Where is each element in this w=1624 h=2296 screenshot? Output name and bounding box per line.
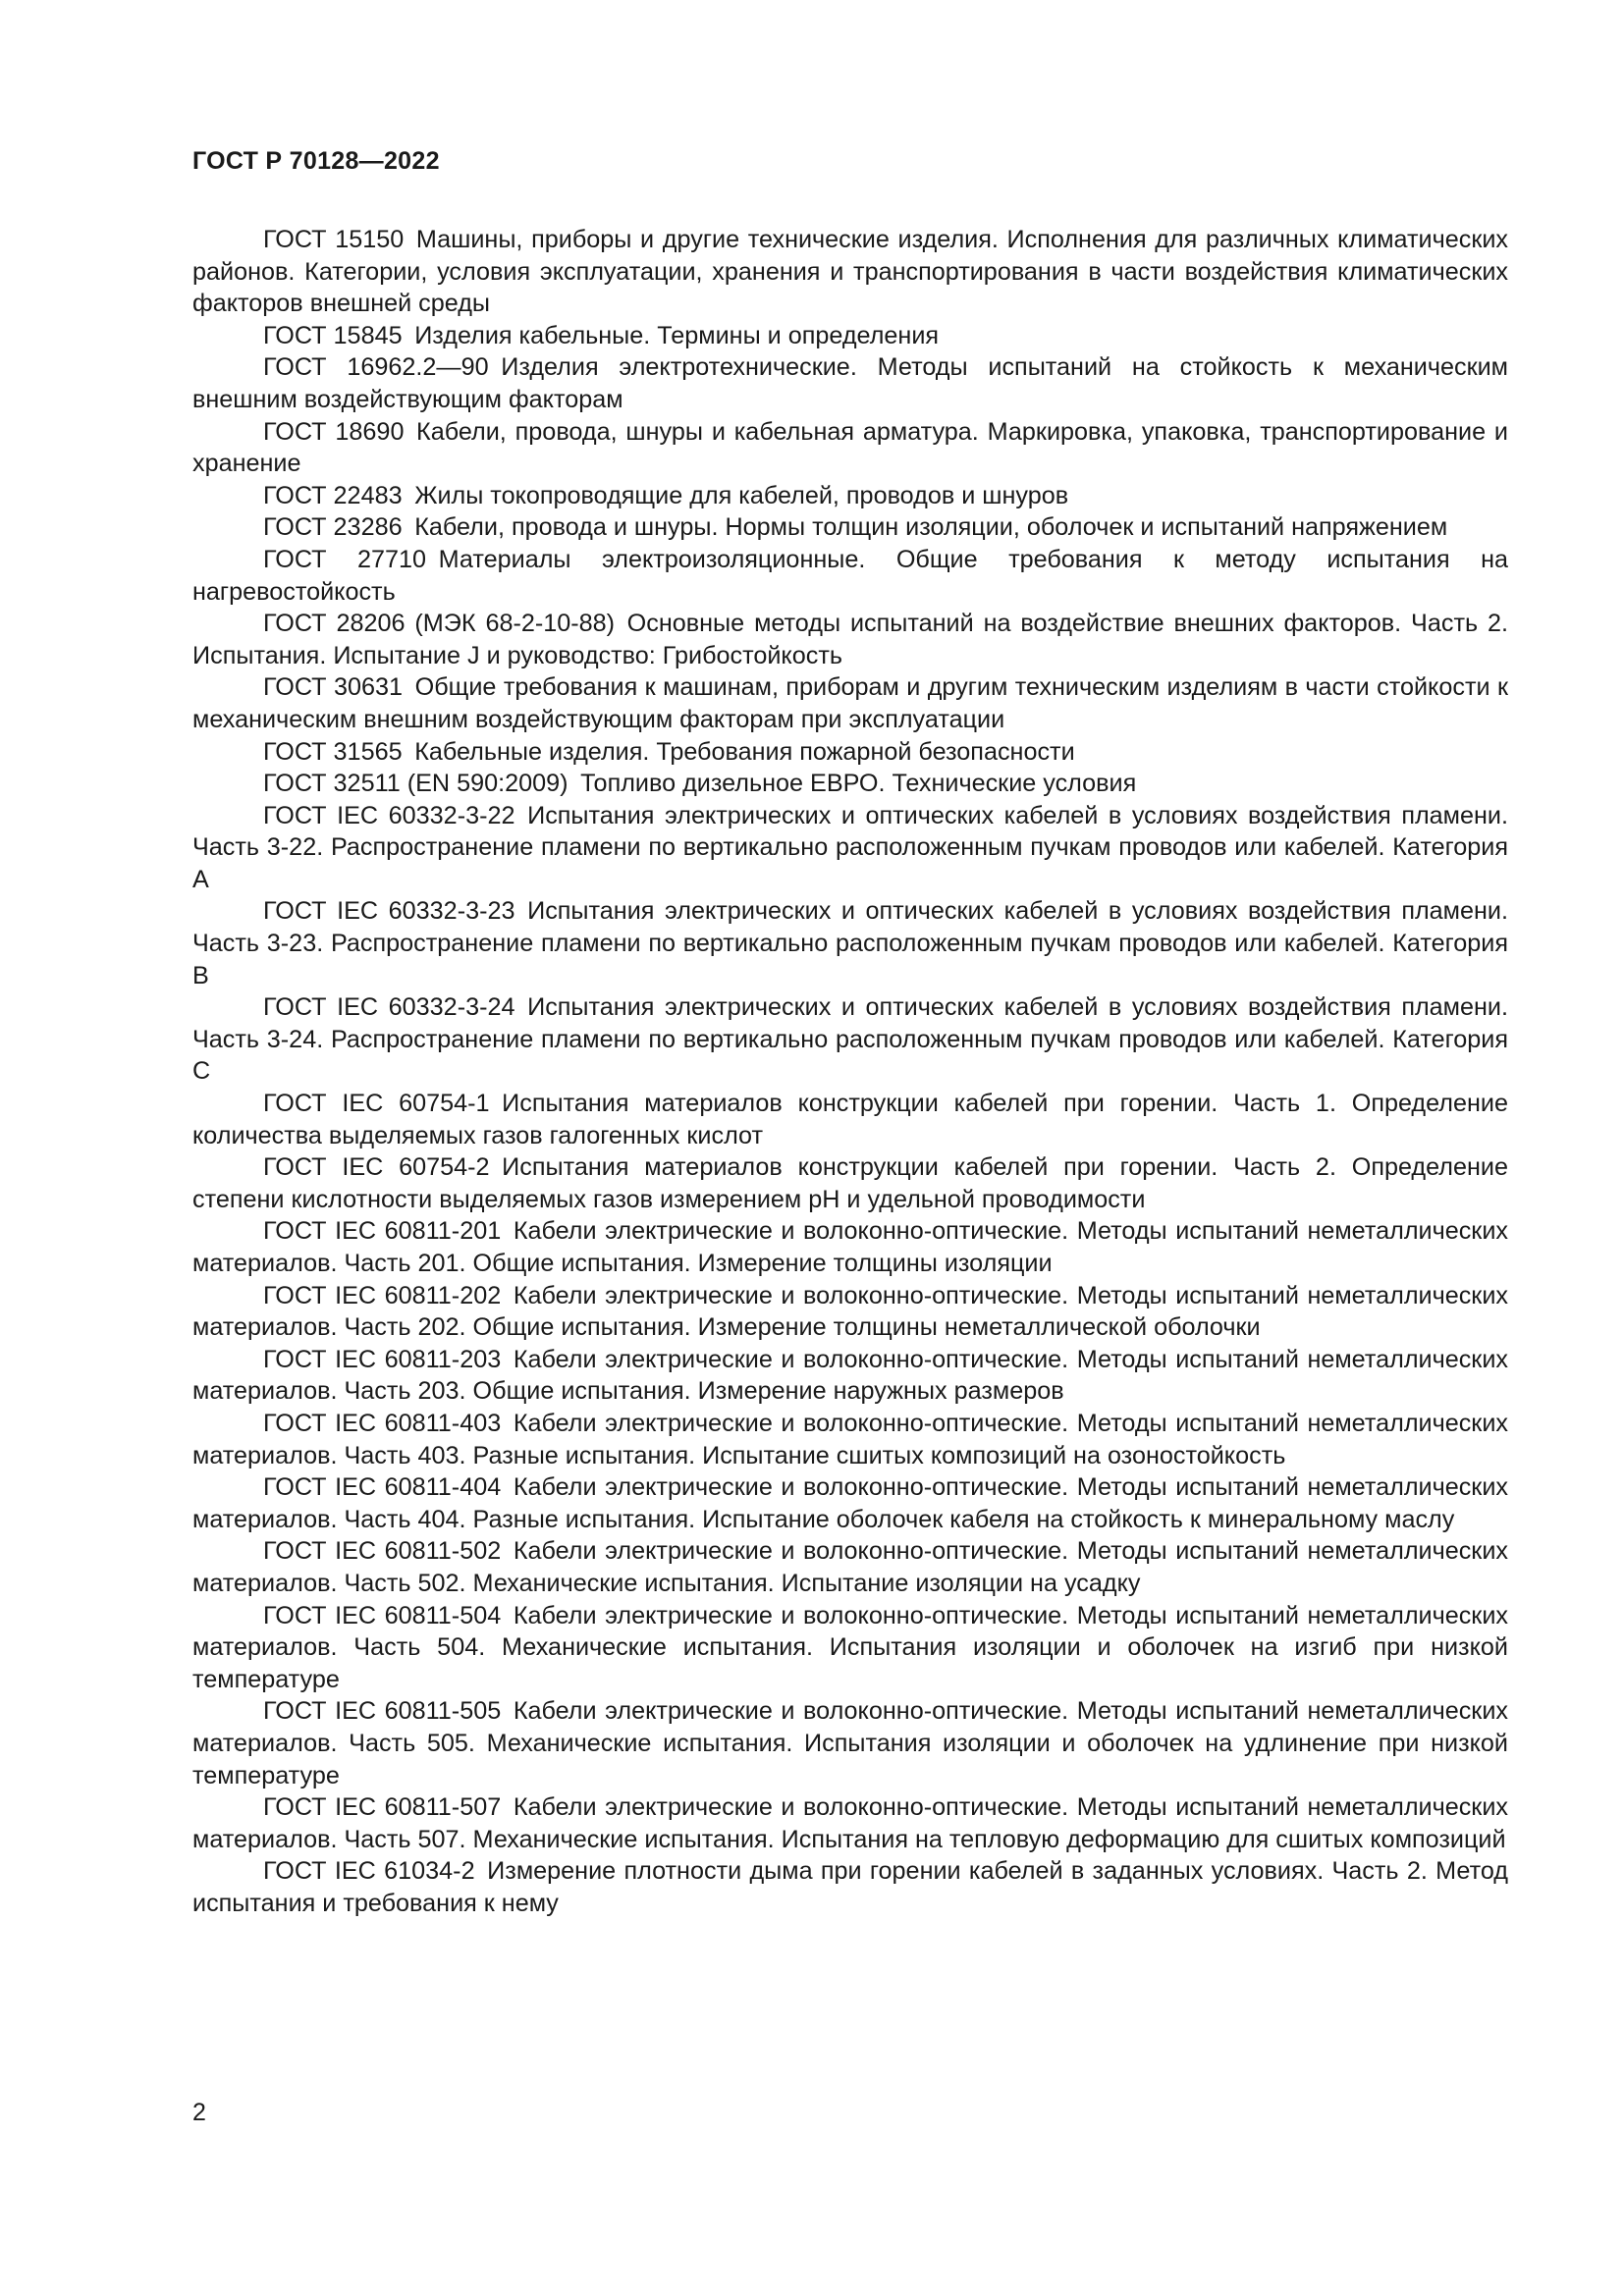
reference-title: Общие требования к машинам, приборам и другим техническим изделиям в части стойкости к механическим внешним воздействующим факторам при эксплуатации: [192, 673, 1509, 733]
reference-item: [192, 1535, 1508, 1599]
reference-item: [192, 544, 1508, 608]
reference-title: Испытания материалов конструкции кабелей при горении. Часть 2. Определение степени кислотности выделяемых газов измерением pH и удельной проводимости: [192, 1153, 1508, 1213]
reference-code: ГОСТ IEC 60811-203: [263, 1345, 502, 1373]
reference-title: Кабели, провода и шнуры. Нормы толщин изоляции, оболочек и испытаний напряжением: [414, 513, 1448, 542]
reference-code: ГОСТ IEC 60811-505: [263, 1697, 502, 1726]
reference-title: Жилы токопроводящие для кабелей, проводов и шнуров: [414, 481, 1069, 509]
reference-code: ГОСТ IEC 60811-202: [263, 1281, 502, 1309]
reference-title: Основные методы испытаний на воздействие внешних факторов. Часть 2. Испытания. Испытание J и руководство: Грибостойкость: [192, 610, 1509, 669]
reference-item: [192, 1215, 1508, 1279]
reference-title: Испытания электрических и оптических кабелей в условиях воздействия пламени. Часть 3-24. Распространение пламени по вертикально расположенным пучкам проводов или кабелей. Категория С: [192, 993, 1508, 1086]
reference-item: [192, 1344, 1508, 1408]
reference-code: ГОСТ 18690: [263, 417, 405, 446]
reference-code: ГОСТ 28206 (МЭК 68-2-10-88): [263, 610, 616, 638]
reference-item: [192, 768, 1508, 800]
reference-code: ГОСТ IEC 60811-403: [263, 1409, 502, 1437]
reference-title: Кабели электрические и волоконно-оптические. Методы испытаний неметаллических материалов. Часть 504. Механические испытания. Испытания изоляции и оболочек на изгиб при низкой температуре: [192, 1601, 1508, 1693]
reference-item: [192, 224, 1508, 320]
reference-item: [192, 1855, 1508, 1919]
reference-code: ГОСТ IEC 60332-3-24: [263, 993, 515, 1022]
reference-title: Материалы электроизоляционные. Общие требования к методу испытания на нагревостойкость: [192, 545, 1508, 606]
reference-item: [192, 1280, 1508, 1344]
reference-item: [192, 351, 1508, 415]
reference-title: Кабели электрические и волоконно-оптические. Методы испытаний неметаллических материалов. Часть 507. Механические испытания. Испытания на тепловую деформацию для сшитых композиций: [192, 1793, 1508, 1853]
reference-code: ГОСТ IEC 60811-201: [263, 1217, 502, 1246]
reference-title: Кабели электрические и волоконно-оптические. Методы испытаний неметаллических материалов. Часть 201. Общие испытания. Измерение толщины изоляции: [192, 1217, 1508, 1277]
reference-code: ГОСТ 22483: [263, 481, 403, 509]
reference-item: [192, 1408, 1508, 1471]
reference-code: ГОСТ IEC 60811-404: [263, 1473, 502, 1502]
reference-title: Испытания материалов конструкции кабелей при горении. Часть 1. Определение количества выделяемых газов галогенных кислот: [192, 1090, 1508, 1149]
reference-code: ГОСТ 15845: [263, 321, 403, 349]
reference-code: ГОСТ 31565: [263, 737, 403, 766]
reference-item: [192, 991, 1508, 1088]
reference-item: [192, 1600, 1508, 1696]
reference-title: Кабели электрические и волоконно-оптические. Методы испытаний неметаллических материалов. Часть 403. Разные испытания. Испытание сшитых композиций на озоностойкость: [192, 1409, 1508, 1469]
reference-code: ГОСТ IEC 60811-504: [263, 1601, 502, 1629]
reference-item: [192, 608, 1508, 671]
reference-item: [192, 671, 1508, 735]
page-number: 2: [192, 2099, 206, 2126]
reference-code: ГОСТ IEC 61034-2: [263, 1857, 475, 1886]
reference-title: Изделия кабельные. Термины и определения: [414, 321, 940, 349]
reference-title: Кабели электрические и волоконно-оптические. Методы испытаний неметаллических материалов. Часть 502. Механические испытания. Испытание изоляции на усадку: [192, 1537, 1508, 1597]
reference-code: ГОСТ IEC 60754-1: [263, 1090, 490, 1118]
reference-item: [192, 1088, 1508, 1151]
reference-title: Испытания электрических и оптических кабелей в условиях воздействия пламени. Часть 3-22. Распространение пламени по вертикально расположенным пучкам проводов или кабелей. Категория А: [192, 801, 1508, 893]
reference-code: ГОСТ 30631: [263, 673, 404, 702]
document-header: ГОСТ Р 70128—2022: [192, 147, 440, 175]
reference-code: ГОСТ IEC 60332-3-22: [263, 801, 515, 829]
reference-title: Испытания электрических и оптических кабелей в условиях воздействия пламени. Часть 3-23. Распространение пламени по вертикально расположенным пучкам проводов или кабелей. Категория В: [192, 897, 1508, 989]
reference-code: ГОСТ 15150: [263, 226, 405, 253]
reference-title: Кабельные изделия. Требования пожарной безопасности: [414, 737, 1075, 766]
reference-code: ГОСТ IEC 60754-2: [263, 1153, 490, 1182]
reference-title: Кабели электрические и волоконно-оптические. Методы испытаний неметаллических материалов. Часть 404. Разные испытания. Испытание оболочек кабеля на стойкость к минеральному маслу: [192, 1473, 1508, 1533]
reference-title: Кабели электрические и волоконно-оптические. Методы испытаний неметаллических материалов. Часть 505. Механические испытания. Испытания изоляции и оболочек на удлинение при низкой температуре: [192, 1697, 1508, 1789]
reference-title: Кабели электрические и волоконно-оптические. Методы испытаний неметаллических материалов. Часть 202. Общие испытания. Измерение толщины неметаллической оболочки: [192, 1281, 1508, 1342]
reference-item: [192, 320, 1508, 352]
reference-title: Машины, приборы и другие технические изделия. Исполнения для различных климатических районов. Категории, условия эксплуатации, хранения и транспортирования в части воздействия климатических факторов внешней среды: [192, 226, 1509, 318]
reference-code: ГОСТ 32511 (EN 590:2009): [263, 770, 568, 798]
reference-code: ГОСТ IEC 60332-3-23: [263, 897, 515, 926]
reference-code: ГОСТ IEC 60811-507: [263, 1793, 502, 1822]
reference-item: [192, 1151, 1508, 1215]
reference-title: Измерение плотности дыма при горении кабелей в заданных условиях. Часть 2. Метод испытания и требования к нему: [192, 1857, 1508, 1917]
reference-code: ГОСТ 16962.2—90: [263, 353, 489, 382]
reference-item: [192, 736, 1508, 769]
normative-references-list: [192, 224, 1508, 1919]
reference-item: [192, 416, 1508, 480]
reference-title: Изделия электротехнические. Методы испытаний на стойкость к механическим внешним воздействующим факторам: [192, 353, 1508, 413]
reference-title: Кабели электрические и волоконно-оптические. Методы испытаний неметаллических материалов. Часть 203. Общие испытания. Измерение наружных размеров: [192, 1345, 1508, 1406]
reference-item: [192, 511, 1508, 544]
reference-item: [192, 800, 1508, 896]
reference-item: [192, 1695, 1508, 1791]
reference-item: [192, 1791, 1508, 1855]
reference-item: [192, 1471, 1508, 1535]
reference-code: ГОСТ IEC 60811-502: [263, 1537, 502, 1566]
reference-title: Топливо дизельное ЕВРО. Технические условия: [580, 770, 1137, 798]
reference-code: ГОСТ 27710: [263, 545, 427, 573]
reference-code: ГОСТ 23286: [263, 513, 403, 542]
reference-item: [192, 895, 1508, 991]
reference-title: Кабели, провода, шнуры и кабельная арматура. Маркировка, упаковка, транспортирование и хранение: [192, 417, 1509, 478]
reference-item: [192, 480, 1508, 512]
